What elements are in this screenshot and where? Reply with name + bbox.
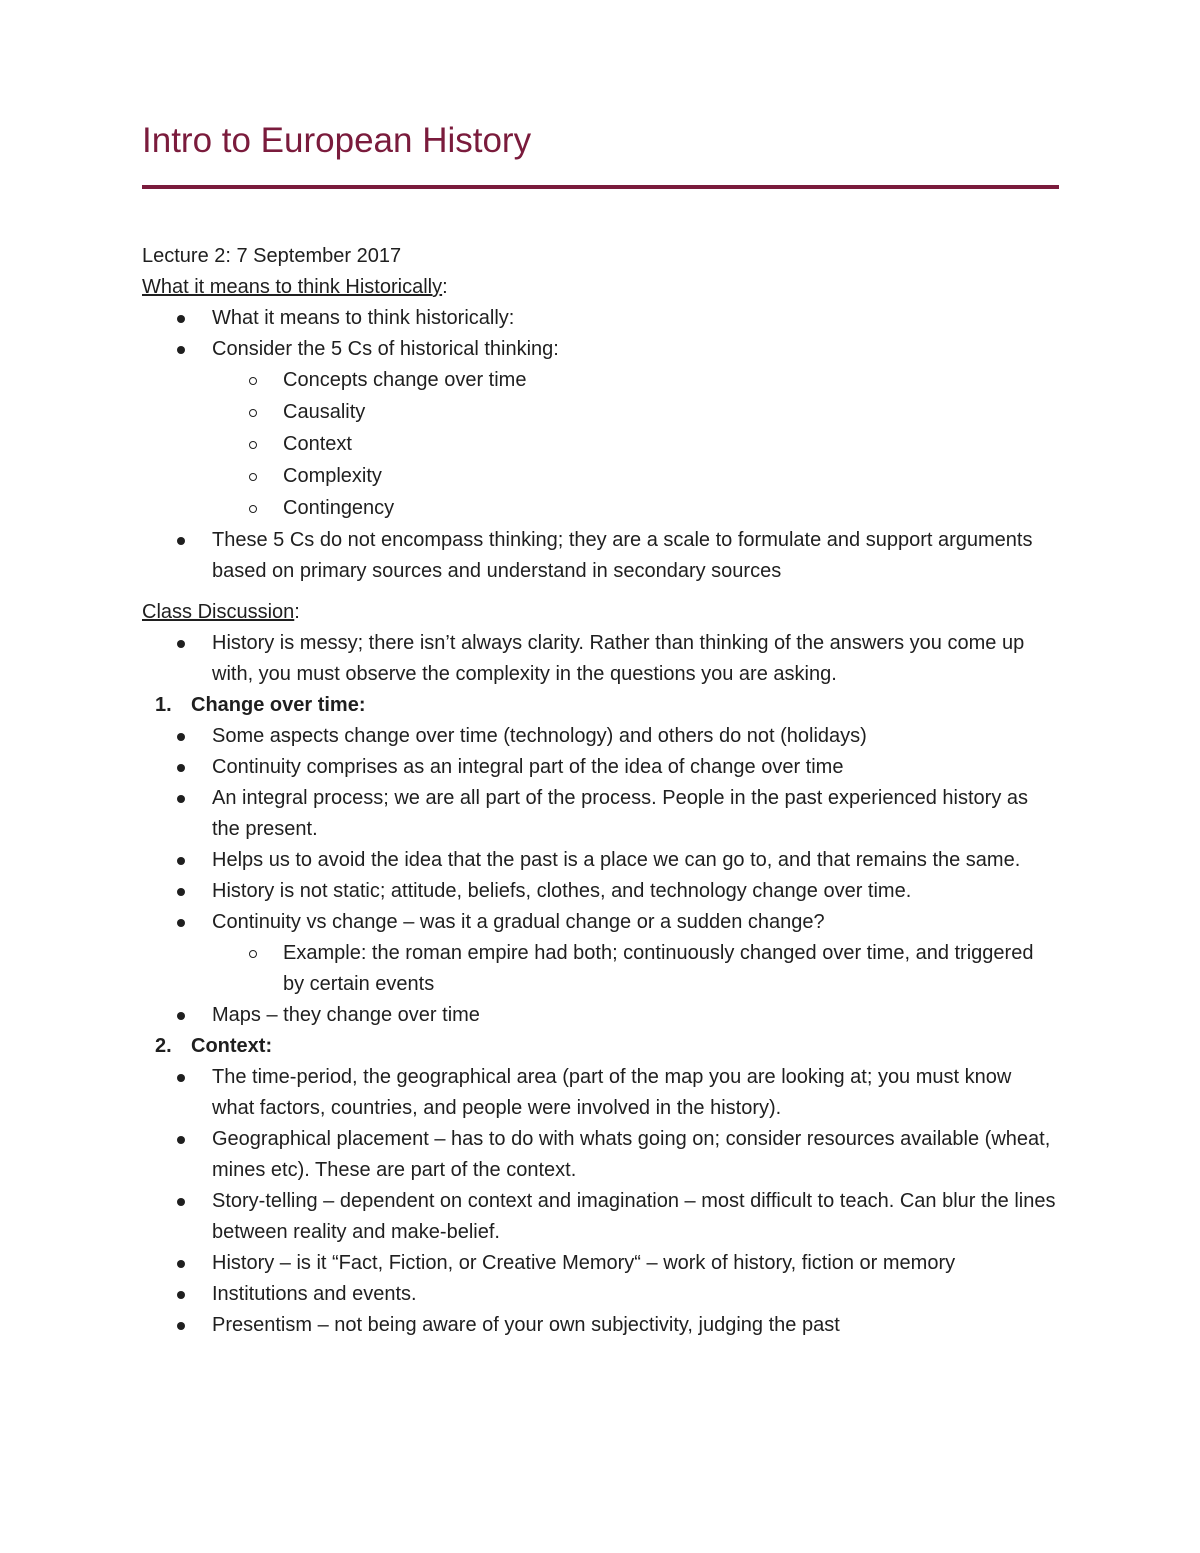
list-item: Continuity vs change – was it a gradual change or a sudden change? [142, 907, 1059, 938]
hollow-bullet-icon [249, 505, 257, 513]
list-number: 2. [155, 1035, 172, 1057]
bullet-icon [177, 315, 185, 323]
section-heading-class-discussion [142, 597, 1059, 628]
list-item: Consider the 5 Cs of historical thinking: [142, 334, 1059, 365]
bullet-icon [177, 1136, 185, 1144]
list-item: What it means to think historically: [142, 303, 1059, 334]
list-item: An integral process; we are all part of the process. People in the past experienced history as the present. [142, 783, 1059, 845]
sub-list-item: Concepts change over time [142, 365, 1059, 397]
bullet-icon [177, 888, 185, 896]
bullet-icon [177, 640, 185, 648]
section-heading-colon: : [442, 276, 448, 298]
numbered-heading-context: 2. Context: [142, 1031, 1059, 1062]
hollow-bullet-icon [249, 473, 257, 481]
maps-list [142, 1000, 1059, 1031]
section-heading-colon: : [294, 601, 300, 623]
sub-list-item: Context [142, 429, 1059, 461]
list-item: These 5 Cs do not encompass thinking; they are a scale to formulate and support arguments based on primary sources and understand in secondary sources [142, 525, 1059, 587]
bullet-icon [177, 795, 185, 803]
list-item: History is messy; there isn’t always clarity. Rather than thinking of the answers you come up with, you must observe the complexity in the questions you are asking. [142, 628, 1059, 690]
list-item: Presentism – not being aware of your own subjectivity, judging the past [142, 1310, 1059, 1341]
bullet-icon [177, 919, 185, 927]
section1-closing-list [142, 525, 1059, 587]
bullet-icon [177, 346, 185, 354]
list-number: 1. [155, 694, 172, 716]
hollow-bullet-icon [249, 950, 257, 958]
hollow-bullet-icon [249, 409, 257, 417]
sub-list-item: Causality [142, 397, 1059, 429]
section-heading-text: What it means to think Historically [142, 276, 443, 298]
sub-list-item: Example: the roman empire had both; continuously changed over time, and triggered by certain events [142, 938, 1059, 1000]
hollow-bullet-icon [249, 441, 257, 449]
list-item: History is not static; attitude, beliefs, clothes, and technology change over time. [142, 876, 1059, 907]
hollow-bullet-icon [249, 377, 257, 385]
list-item: History – is it “Fact, Fiction, or Creative Memory“ – work of history, fiction or memory [142, 1248, 1059, 1279]
list-item: Helps us to avoid the idea that the past is a place we can go to, and that remains the same. [142, 845, 1059, 876]
document-title: Intro to European History [142, 121, 532, 160]
bullet-icon [177, 537, 185, 545]
bullet-icon [177, 1012, 185, 1020]
class-discussion-list [142, 628, 1059, 690]
list-item: Institutions and events. [142, 1279, 1059, 1310]
document-body [142, 241, 1059, 1341]
title-underline-rule [142, 185, 1059, 189]
change-over-time-example-list [142, 938, 1059, 1000]
list-item: The time-period, the geographical area (part of the map you are looking at; you must know what factors, countries, and people were involved in the history). [142, 1062, 1059, 1124]
bullet-icon [177, 1291, 185, 1299]
sub-list-item: Contingency [142, 493, 1059, 525]
sub-list-item: Complexity [142, 461, 1059, 493]
bullet-icon [177, 1074, 185, 1082]
section-heading-think-historically [142, 272, 1059, 303]
bullet-icon [177, 764, 185, 772]
numbered-heading-change-over-time: 1. Change over time: [142, 690, 1059, 721]
list-item: Geographical placement – has to do with whats going on; consider resources available (wheat, mines etc). These are part of the context. [142, 1124, 1059, 1186]
context-list [142, 1062, 1059, 1341]
list-item: Maps – they change over time [142, 1000, 1059, 1031]
bullet-icon [177, 1198, 185, 1206]
bullet-icon [177, 1260, 185, 1268]
list-item: Continuity comprises as an integral part of the idea of change over time [142, 752, 1059, 783]
section1-bullet-list [142, 303, 1059, 365]
list-item: Some aspects change over time (technology) and others do not (holidays) [142, 721, 1059, 752]
five-cs-list [142, 365, 1059, 525]
lecture-line: Lecture 2: 7 September 2017 [142, 245, 402, 267]
bullet-icon [177, 857, 185, 865]
section-heading-text: Class Discussion [142, 601, 295, 623]
bullet-icon [177, 733, 185, 741]
bullet-icon [177, 1322, 185, 1330]
change-over-time-list [142, 721, 1059, 938]
list-item: Story-telling – dependent on context and imagination – most difficult to teach. Can blur the lines between reality and make-belief. [142, 1186, 1059, 1248]
